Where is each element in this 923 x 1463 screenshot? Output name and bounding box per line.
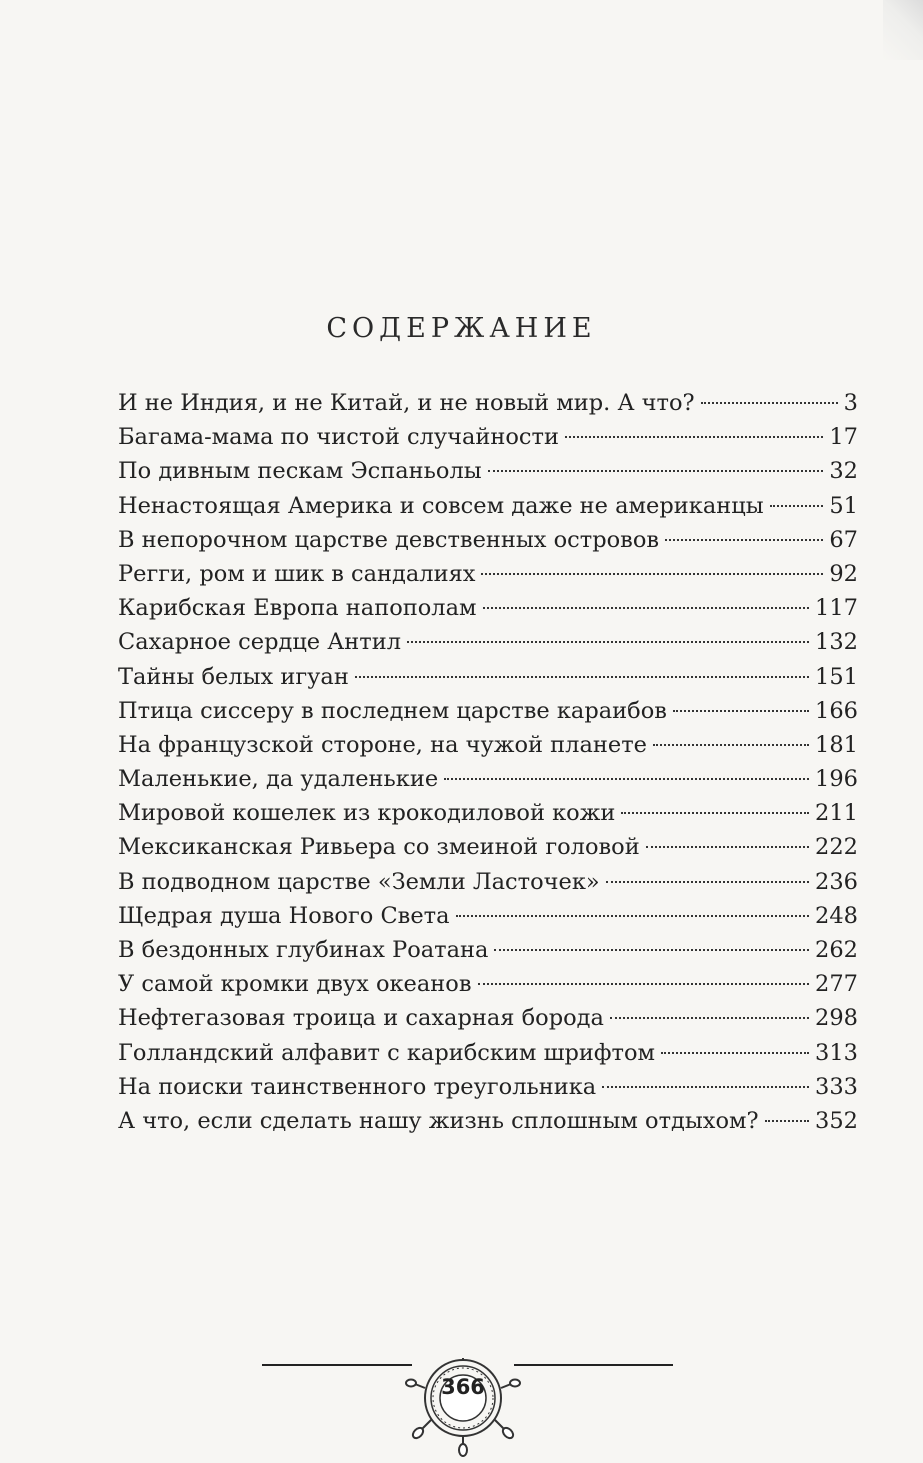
toc-dot-leader [653,744,809,746]
toc-entry-page: 51 [829,492,858,519]
toc-entry [118,933,858,967]
toc-entry-title: Мировой кошелек из крокодиловой кожи [118,800,616,827]
toc-entry [118,865,858,899]
toc-dot-leader [665,539,823,541]
toc-dot-leader [661,1052,809,1054]
toc-entry [118,899,858,933]
toc-entry-page: 32 [829,458,858,485]
toc-entry-title: В непорочном царстве девственных островов [118,526,660,553]
ship-wheel-icon [403,1350,523,1458]
toc-entry-page: 166 [815,697,858,724]
toc-entry-page: 352 [815,1107,858,1134]
toc-dot-leader [765,1120,809,1122]
toc-entry-title: Маленькие, да удаленькие [118,766,439,793]
toc-entry [118,454,858,488]
toc-entry-page: 298 [815,1005,858,1032]
toc-dot-leader [481,573,823,575]
page-corner-shadow [883,0,923,60]
toc-dot-leader [606,881,809,883]
toc-entry-page: 67 [829,526,858,553]
toc-dot-leader [673,710,809,712]
toc-dot-leader [602,1086,809,1088]
toc-entry-page: 236 [815,868,858,895]
toc-entry [118,1036,858,1070]
toc-entry-page: 211 [815,800,858,827]
toc-entry-page: 3 [843,390,858,416]
toc-entry-title: Птица сиссеру в последнем царстве караибов [118,697,667,724]
toc-entry-title: Багама-мама по чистой случайности [118,424,559,451]
toc-entry-title: На поиски таинственного треугольника [118,1073,597,1100]
toc-dot-leader [488,470,824,472]
toc-dot-leader [565,436,823,438]
toc-dot-leader [407,641,809,643]
toc-entry [118,830,858,864]
toc-entry [118,489,858,523]
toc-entry-title: А что, если сделать нашу жизнь сплошным отдыхом? [118,1107,759,1134]
toc-entry-title: Мексиканская Ривьера со змеиной головой [118,834,640,861]
toc-entry-page: 277 [815,971,858,998]
toc-dot-leader [444,778,809,780]
toc-entry-page: 248 [815,902,858,929]
toc-entry-page: 117 [815,595,858,622]
toc-dot-leader [478,983,810,985]
toc-entry-title: Голландский алфавит с карибским шрифтом [118,1039,656,1066]
toc-dot-leader [621,812,809,814]
toc-entry-title: Карибская Европа напополам [118,595,477,622]
toc-entry-page: 181 [815,731,858,758]
toc-entry [118,728,858,762]
toc-entry-title: Тайны белых игуан [118,663,349,690]
footer-rule-left [262,1364,412,1366]
toc-entry-page: 92 [829,560,858,587]
toc-entry-page: 262 [815,937,858,963]
toc-entry [118,967,858,1001]
toc-entry-title: На французской стороне, на чужой планете [118,731,647,758]
toc-entry [118,557,858,591]
toc-entry [118,420,858,454]
toc-dot-leader [701,402,838,404]
toc-dot-leader [355,676,809,678]
toc-entry [118,1001,858,1035]
page-number: 366 [441,1375,485,1399]
toc-entry-title: У самой кромки двух океанов [118,971,472,998]
toc-entry-page: 17 [829,424,858,451]
toc-dot-leader [770,505,824,507]
toc-entry-page: 222 [815,834,858,861]
toc-dot-leader [494,949,809,951]
toc-entry-title: Сахарное сердце Антил [118,629,402,656]
toc-dot-leader [646,846,809,848]
toc-entry-page: 313 [815,1039,858,1066]
toc-entry-page: 333 [815,1073,858,1100]
toc-entry [118,386,858,420]
toc-dot-leader [483,607,810,609]
toc-dot-leader [610,1017,809,1019]
toc-entry [118,796,858,830]
toc-entry [118,1070,858,1104]
toc-entry-title: Регги, ром и шик в сандалиях [118,560,476,587]
toc-entry-page: 151 [815,663,858,690]
toc-list [118,386,858,1138]
toc-entry [118,1104,858,1138]
toc-entry [118,660,858,694]
toc-entry [118,762,858,796]
toc-dot-leader [456,915,810,917]
toc-entry-title: В подводном царстве «Земли Ласточек» [118,868,600,895]
toc-entry-title: И не Индия, и не Китай, и не новый мир. А что? [118,390,695,416]
toc-entry [118,591,858,625]
toc-entry [118,694,858,728]
toc-entry-title: В бездонных глубинах Роатана [118,937,489,963]
footer-rule-right [514,1364,673,1366]
toc-entry-title: Нефтегазовая троица и сахарная борода [118,1005,604,1032]
toc-entry [118,523,858,557]
toc-entry-title: Щедрая душа Нового Света [118,902,450,929]
toc-entry-title: Ненастоящая Америка и совсем даже не американцы [118,492,764,519]
toc-entry-page: 196 [815,766,858,793]
toc-heading: СОДЕРЖАНИЕ [326,313,597,344]
toc-entry-page: 132 [815,629,858,656]
toc-entry [118,625,858,659]
toc-entry-title: По дивным пескам Эспаньолы [118,458,482,485]
